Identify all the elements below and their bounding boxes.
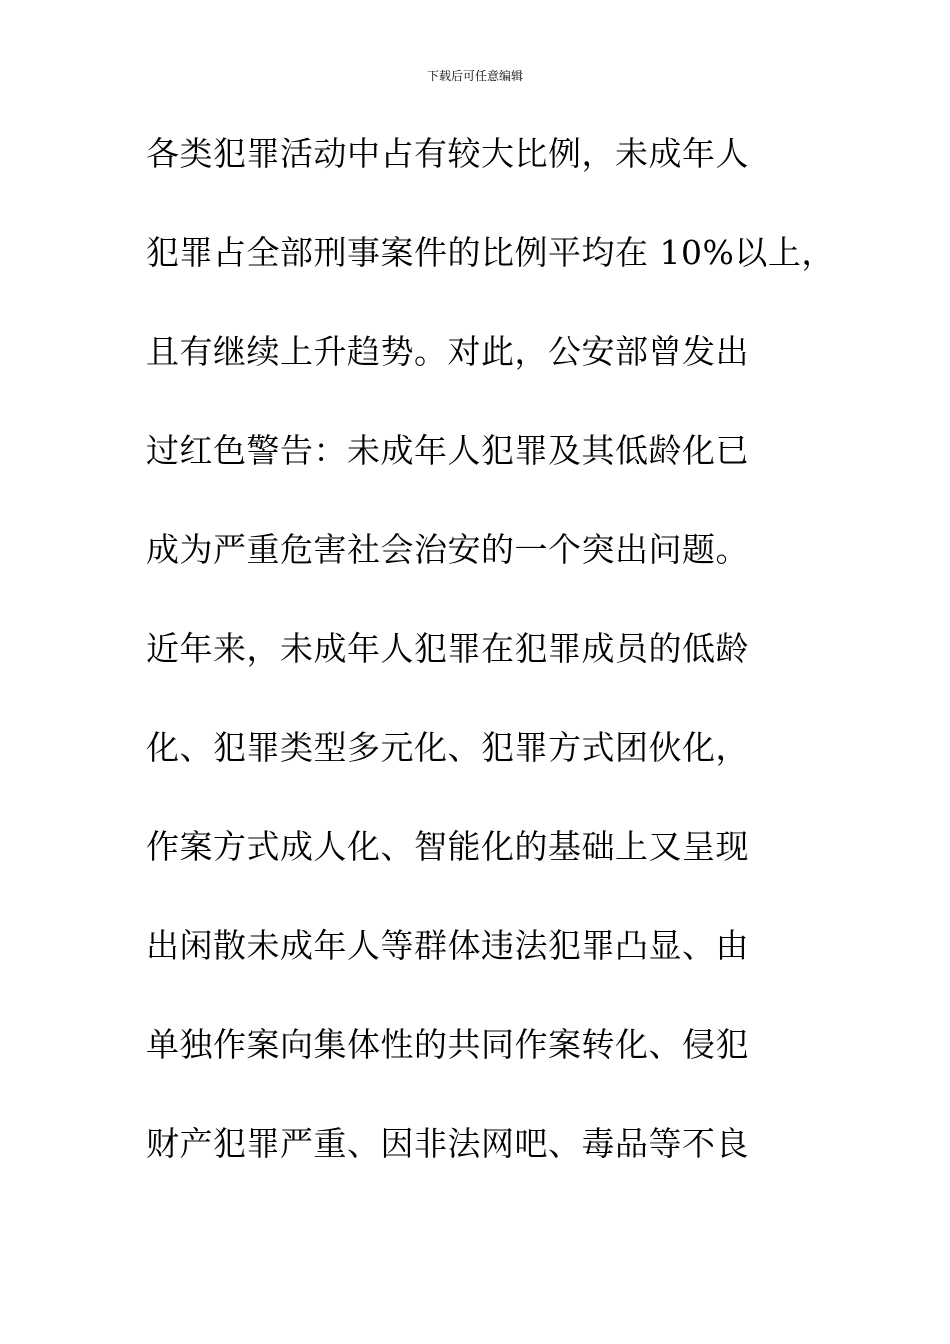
text-line: 犯罪占全部刑事案件的比例平均在 10%以上， [146, 233, 835, 272]
text-line: 各类犯罪活动中占有较大比例，未成年人 [146, 134, 749, 173]
text-line: 单独作案向集体性的共同作案转化、侵犯 [146, 1025, 749, 1064]
text-line: 出闲散未成年人等群体违法犯罪凸显、由 [146, 926, 749, 965]
text-line: 过红色警告：未成年人犯罪及其低龄化已 [146, 431, 749, 470]
text-line: 财产犯罪严重、因非法网吧、毒品等不良 [146, 1124, 749, 1163]
text-line: 成为严重危害社会治安的一个突出问题。 [146, 530, 749, 569]
download-note: 下载后可任意编辑 [426, 69, 523, 83]
text-line: 且有继续上升趋势。对此，公安部曾发出 [146, 332, 749, 371]
text-line: 化、犯罪类型多元化、犯罪方式团伙化， [146, 728, 749, 767]
body-text [146, 124, 846, 1213]
text-line: 近年来，未成年人犯罪在犯罪成员的低龄 [146, 629, 749, 668]
text-line: 作案方式成人化、智能化的基础上又呈现 [146, 827, 749, 866]
